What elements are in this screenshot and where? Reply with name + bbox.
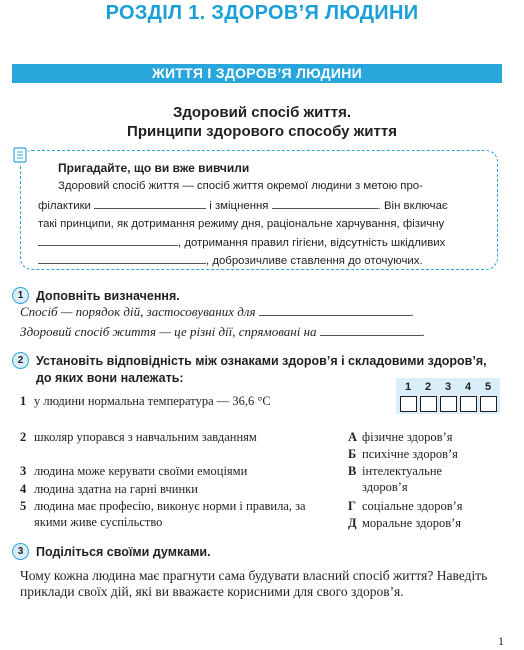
remember-line-2-a: філактики — [38, 200, 91, 212]
answer-cell[interactable] — [440, 396, 457, 412]
section-banner: ЖИТТЯ І ЗДОРОВ’Я ЛЮДИНИ — [12, 64, 502, 83]
fill-blank[interactable] — [38, 236, 178, 246]
grid-number: 2 — [424, 381, 432, 393]
component-text: інтелектуальне здоров’я — [362, 464, 443, 494]
lesson-title-line-2: Принципи здорового способу життя — [127, 123, 397, 140]
component-item — [348, 515, 508, 531]
component-item — [348, 446, 508, 462]
component-item — [348, 463, 478, 495]
feature-item — [20, 393, 290, 409]
answer-cell[interactable] — [480, 396, 497, 412]
task-1-line-2-text: Здоровий спосіб життя — це різні дії, спрямовані на — [20, 324, 317, 339]
feature-number: 1 — [20, 394, 27, 408]
component-item — [348, 498, 508, 514]
component-letter: А — [348, 430, 358, 444]
remember-line-2-b: і зміцнення — [209, 200, 269, 212]
component-letter: Д — [348, 516, 357, 530]
fill-blank[interactable] — [38, 254, 206, 264]
task-number-1: 1 — [12, 287, 29, 304]
component-text: моральне здоров’я — [362, 516, 462, 530]
answer-cell[interactable] — [400, 396, 417, 412]
feature-item — [20, 498, 325, 530]
page-number: 1 — [498, 634, 504, 648]
task-3-text: Чому кожна людина має прагнути сама будувати власний спосіб життя? Наведіть приклади своїх дій, які ви вважаєте корисними для свого здоров’я. — [20, 568, 488, 599]
remember-line-3: такі принципи, як дотримання режиму дня, раціональне харчування, фізичну — [38, 218, 445, 230]
fill-blank[interactable] — [272, 199, 378, 209]
task-1-title: Доповніть визначення. — [36, 289, 180, 303]
task-1-line-1-end: . — [410, 304, 415, 319]
remember-line-4 — [38, 236, 488, 250]
feature-item — [20, 463, 335, 479]
book-icon — [12, 146, 28, 164]
feature-item — [20, 429, 260, 445]
component-text: соціальне здоров’я — [362, 499, 463, 513]
remember-line-4-b: , дотримання правил гігієни, відсутність шкідливих — [178, 237, 446, 249]
feature-number: 5 — [20, 499, 27, 513]
remember-line-5-b: , доброзичливе ставлення до оточуючих. — [206, 255, 423, 267]
task-number-3: 3 — [12, 543, 29, 560]
grid-number: 4 — [464, 381, 472, 393]
task-2-title-line-2: до яких вони належать: — [36, 371, 184, 385]
chapter-title: РОЗДІЛ 1. ЗДОРОВ’Я ЛЮДИНИ — [105, 2, 419, 24]
feature-text: у людини нормальна температура — 36,6 °C — [34, 394, 271, 408]
task-number-2: 2 — [12, 352, 29, 369]
task-1-line-1 — [20, 304, 414, 320]
remember-title: Пригадайте, що ви вже вивчили — [58, 161, 250, 175]
feature-number: 2 — [20, 430, 27, 444]
remember-line-2 — [38, 199, 488, 213]
remember-line-2-c: . Він включає — [377, 200, 448, 212]
feature-text: людина може керувати своїми емоціями — [34, 464, 248, 478]
feature-text: людина здатна на гарні вчинки — [34, 482, 198, 496]
grid-number: 1 — [404, 381, 412, 393]
component-letter: В — [348, 464, 357, 478]
feature-number: 4 — [20, 482, 27, 496]
remember-line-1: Здоровий спосіб життя — спосіб життя окремої людини з метою про- — [58, 180, 423, 192]
task-2-title-line-1: Установіть відповідність між ознаками здоров’я і складовими здоров’я, — [36, 354, 487, 368]
component-text: фізичне здоров’я — [362, 430, 453, 444]
feature-number: 3 — [20, 464, 27, 478]
answer-cell[interactable] — [420, 396, 437, 412]
component-letter: Б — [348, 447, 357, 461]
task-3-title: Поділіться своїми думками. — [36, 545, 211, 559]
grid-number: 3 — [444, 381, 452, 393]
lesson-title-line-1: Здоровий спосіб життя. — [172, 104, 351, 121]
grid-number: 5 — [484, 381, 492, 393]
task-1-line-1-text: Спосіб — порядок дій, застосовуваних для — [20, 304, 256, 319]
component-text: психічне здоров’я — [362, 447, 458, 461]
remember-line-5 — [38, 254, 488, 268]
task-1-line-2-end: . — [421, 324, 426, 339]
feature-text: людина має професію, виконує норми і правила, за якими живе суспільство — [34, 499, 306, 529]
feature-text: школяр упорався з навчальним завданням — [34, 430, 257, 444]
component-item — [348, 429, 508, 445]
component-letter: Г — [348, 499, 356, 513]
answer-grid — [396, 378, 500, 414]
task-1-line-2 — [20, 324, 425, 340]
answer-cell[interactable] — [460, 396, 477, 412]
fill-blank[interactable] — [259, 306, 411, 316]
fill-blank[interactable] — [320, 326, 422, 336]
fill-blank[interactable] — [94, 199, 206, 209]
feature-item — [20, 481, 335, 497]
